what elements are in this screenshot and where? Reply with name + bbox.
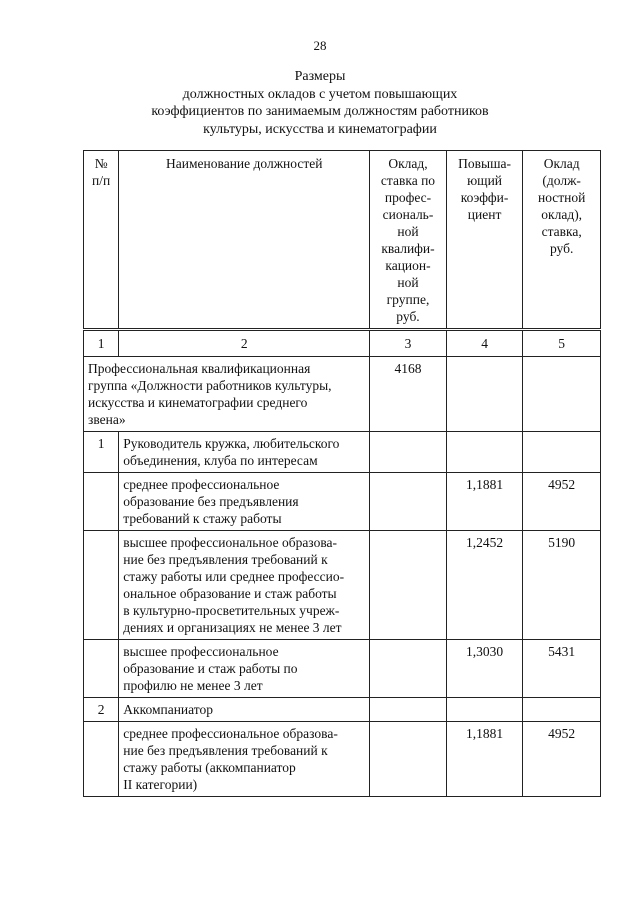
column-number-row — [84, 330, 601, 357]
salary: 4952 — [523, 473, 601, 531]
position-name: Руководитель кружка, любительского объединения, клуба по интересам — [119, 432, 370, 473]
column-number: 5 — [523, 330, 601, 357]
position-name: среднее профессиональное образование без предъявления требований к стажу работы — [119, 473, 370, 531]
position-name: среднее профессиональное образова- ние без предъявления требований к стажу работы (аккомпаниатор II категории) — [119, 722, 370, 797]
row-number: 2 — [84, 698, 119, 722]
row-number — [84, 531, 119, 640]
group-base-salary: 4168 — [370, 357, 447, 432]
coefficient: 1,3030 — [446, 640, 523, 698]
salary: 4952 — [523, 722, 601, 797]
table-cell — [370, 473, 447, 531]
page-number: 28 — [313, 38, 327, 53]
row-number — [84, 722, 119, 797]
column-number: 3 — [370, 330, 447, 357]
table-row — [84, 722, 601, 797]
table-header-row — [84, 151, 601, 330]
table-row — [84, 531, 601, 640]
column-number: 4 — [446, 330, 523, 357]
coefficient: 1,1881 — [446, 473, 523, 531]
row-number: 1 — [84, 432, 119, 473]
header-base-salary: Оклад, ставка по профес- сиональ- ной квалифи- кацион- ной группе, руб. — [370, 151, 447, 330]
table-cell — [370, 722, 447, 797]
table-cell — [370, 531, 447, 640]
table-row — [84, 640, 601, 698]
salary-table — [83, 150, 601, 797]
table-cell — [370, 640, 447, 698]
table-cell — [523, 357, 601, 432]
table-cell — [370, 698, 447, 722]
title-line: должностных окладов с учетом повышающих — [182, 86, 458, 102]
header-salary: Оклад (долж- ностной оклад), ставка, руб. — [523, 151, 601, 330]
coefficient — [446, 432, 523, 473]
table-row — [84, 698, 601, 722]
row-number — [84, 473, 119, 531]
table-cell — [446, 357, 523, 432]
table-row — [84, 432, 601, 473]
coefficient — [446, 698, 523, 722]
document-title — [0, 68, 640, 138]
header-position-name: Наименование должностей — [119, 151, 370, 330]
column-number: 2 — [119, 330, 370, 357]
coefficient: 1,1881 — [446, 722, 523, 797]
title-line: коэффициентов по занимаемым должностям работников — [151, 104, 489, 119]
salary — [523, 698, 601, 722]
position-name: высшее профессиональное образование и стаж работы по профилю не менее 3 лет — [119, 640, 370, 698]
title-line: Размеры — [294, 69, 346, 84]
position-name: высшее профессиональное образова- ние без предъявления требований к стажу работы или среднее профессио- ональное образование и стаж работы в культурно-просветительных учреж- дениях и организациях не менее 3 лет — [119, 531, 370, 640]
position-name: Аккомпаниатор — [119, 698, 370, 722]
header-coefficient: Повыша- ющий коэффи- циент — [446, 151, 523, 330]
table-row — [84, 473, 601, 531]
salary: 5431 — [523, 640, 601, 698]
group-name: Профессиональная квалификационная группа «Должности работников культуры, искусства и кинематографии среднего звена» — [84, 357, 370, 432]
salary — [523, 432, 601, 473]
column-number: 1 — [84, 330, 119, 357]
coefficient: 1,2452 — [446, 531, 523, 640]
table-cell — [370, 432, 447, 473]
salary: 5190 — [523, 531, 601, 640]
row-number — [84, 640, 119, 698]
group-row — [84, 357, 601, 432]
title-line: культуры, искусства и кинематографии — [203, 121, 437, 137]
header-number: № п/п — [84, 151, 119, 330]
